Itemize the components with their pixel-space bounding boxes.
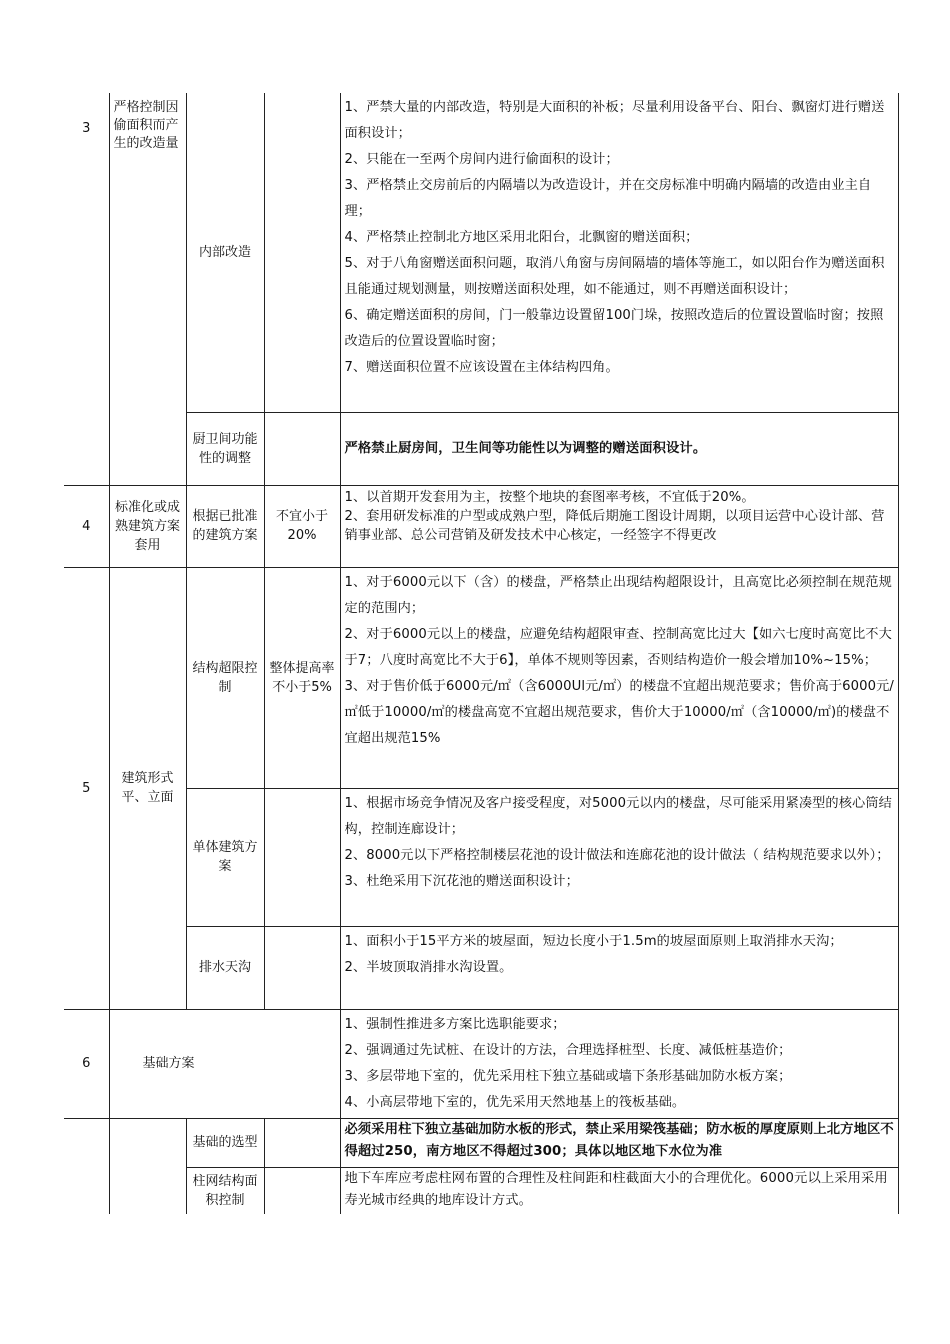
standard-cell: [264, 1118, 340, 1167]
desc-line: 2、只能在一至两个房间内进行偷面积的设计；: [344, 152, 619, 167]
table-row: [64, 1118, 898, 1167]
desc-line: 1、强制性推进多方案比选职能要求；: [344, 1016, 566, 1032]
desc-line: 1、严禁大量的内部改造，特别是大面积的补板；尽量利用设备平台、阳台、飘窗灯进行赠送面积设计；: [344, 100, 885, 141]
desc-line: 2、8000元以下严格控制楼层花池的设计做法和连廊花池的设计做法（ 结构规范要求以外）；: [344, 847, 890, 863]
desc-line: 2、对于6000元以上的楼盘，应避免结构超限审查、控制高宽比过大【如六七度时高宽比不大于7；八度时高宽比不大于6】，单体不规则等因素，否则结构造价一般会增加10%~15%；: [344, 626, 892, 668]
subitem-name: 厨卫间功能性的调整: [186, 412, 264, 485]
desc-line: 严格禁止厨房间，卫生间等功能性以为调整的赠送面积设计。: [344, 440, 707, 456]
desc-line: 1、以首期开发套用为主，按整个地块的套图率考核，不宜低于20%。: [344, 489, 755, 505]
desc-line: 2、强调通过先试桩、在设计的方法，合理选择桩型、长度、减低桩基造价；: [344, 1042, 792, 1058]
standard-cell: [264, 788, 340, 926]
standard-cell: 整体提高率不小于5%: [264, 567, 340, 788]
category-cell: 基础方案: [109, 1009, 340, 1118]
row-number: 5: [64, 567, 109, 1009]
standard-cell: [264, 412, 340, 485]
description-cell: [340, 93, 898, 412]
standard-cell: [264, 1167, 340, 1214]
subitem-name: 单体建筑方案: [186, 788, 264, 926]
description-cell: [340, 412, 898, 485]
desc-line: 7、赠送面积位置不应该设置在主体结构四角。: [344, 360, 619, 375]
cost-control-table-main: [64, 93, 899, 1214]
subitem-name: 结构超限控制: [186, 567, 264, 788]
table-row: [64, 1167, 898, 1214]
standard-cell: [264, 926, 340, 1009]
desc-line: 1、对于6000元以下（含）的楼盘，严格禁止出现结构超限设计，且高宽比必须控制在规范规定的范围内；: [344, 574, 892, 616]
desc-line: 2、半坡顶取消排水沟设置。: [344, 959, 513, 975]
table-row: [64, 485, 898, 567]
row-number: 3: [64, 93, 109, 485]
desc-line: 2、套用研发标准的户型或成熟户型，降低后期施工图设计周期，以项目运营中心设计部、营销事业部、总公司营销及研发技术中心核定，一经签字不得更改: [344, 508, 885, 543]
subitem-name: 根据已批准的建筑方案: [186, 485, 264, 567]
description-cell: [340, 1118, 898, 1167]
description-cell: [340, 926, 898, 1009]
desc-line: 1、面积小于15平方米的坡屋面，短边长度小于1.5m的坡屋面原则上取消排水天沟；: [344, 933, 843, 949]
table-row: [64, 93, 898, 412]
standard-cell: [264, 93, 340, 412]
desc-line: 6、确定赠送面积的房间，门一般靠边设置留100门垛，按照改造后的位置设置临时窗；按照改造后的位置设置临时窗；: [344, 308, 884, 349]
description-cell: [340, 485, 898, 567]
table-row: [64, 926, 898, 1009]
row-number: 4: [64, 485, 109, 567]
desc-line: 3、对于售价低于6000元/㎡（含6000Ul元/㎡）的楼盘不宜超出规范要求；售价高于6000元/㎡低于10000/㎡的楼盘高宽不宜超出规范要求，售价大于10000/㎡（含10000/㎡)的楼盘不宜超出规范15%: [344, 678, 894, 746]
table-row: [64, 412, 898, 485]
subitem-name: 排水天沟: [186, 926, 264, 1009]
subitem-name: 基础的选型: [186, 1118, 264, 1167]
row-number: [64, 1118, 109, 1214]
category-cell: [109, 1118, 186, 1214]
category-cell: 标准化或成熟建筑方案套用: [109, 485, 186, 567]
standard-cell: 不宜小于20%: [264, 485, 340, 567]
category-cell: 严格控制因偷面积而产生的改造量: [109, 93, 186, 485]
desc-line: 1、根据市场竞争情况及客户接受程度，对5000元以内的楼盘，尽可能采用紧凑型的核心筒结构，控制连廊设计；: [344, 795, 892, 837]
desc-line: 3、多层带地下室的，优先采用柱下独立基础或墙下条形基础加防水板方案；: [344, 1068, 792, 1084]
table-row: [64, 567, 898, 788]
row-number: 6: [64, 1009, 109, 1118]
desc-line: 4、严格禁止控制北方地区采用北阳台，北飘窗的赠送面积；: [344, 230, 699, 245]
description-cell: [340, 788, 898, 926]
desc-line: 地下车库应考虑柱网布置的合理性及柱间距和柱截面大小的合理优化。6000元以上采用采用寿光城市经典的地库设计方式。: [344, 1170, 888, 1208]
desc-line: 3、严格禁止交房前后的内隔墙以为改造设计，并在交房标准中明确内隔墙的改造由业主自理；: [344, 178, 872, 219]
category-cell: 建筑形式平、立面: [109, 567, 186, 1009]
table-row: [64, 1009, 898, 1118]
desc-line: 必须采用柱下独立基础加防水板的形式，禁止采用梁筏基础；防水板的厚度原则上北方地区不得超过250，南方地区不得超过300；具体以地区地下水位为准: [344, 1121, 894, 1159]
subitem-name: 内部改造: [186, 93, 264, 412]
description-cell: [340, 1009, 898, 1118]
desc-line: 5、对于八角窗赠送面积问题，取消八角窗与房间隔墙的墙体等施工，如以阳台作为赠送面积且能通过规划测量，则按赠送面积处理，如不能通过，则不再赠送面积设计；: [344, 256, 885, 297]
desc-line: 4、小高层带地下室的，优先采用天然地基上的筏板基础。: [344, 1094, 686, 1110]
description-cell: [340, 567, 898, 788]
description-cell: [340, 1167, 898, 1214]
subitem-name: 柱网结构面积控制: [186, 1167, 264, 1214]
desc-line: 3、杜绝采用下沉花池的赠送面积设计；: [344, 873, 579, 889]
table-row: [64, 788, 898, 926]
